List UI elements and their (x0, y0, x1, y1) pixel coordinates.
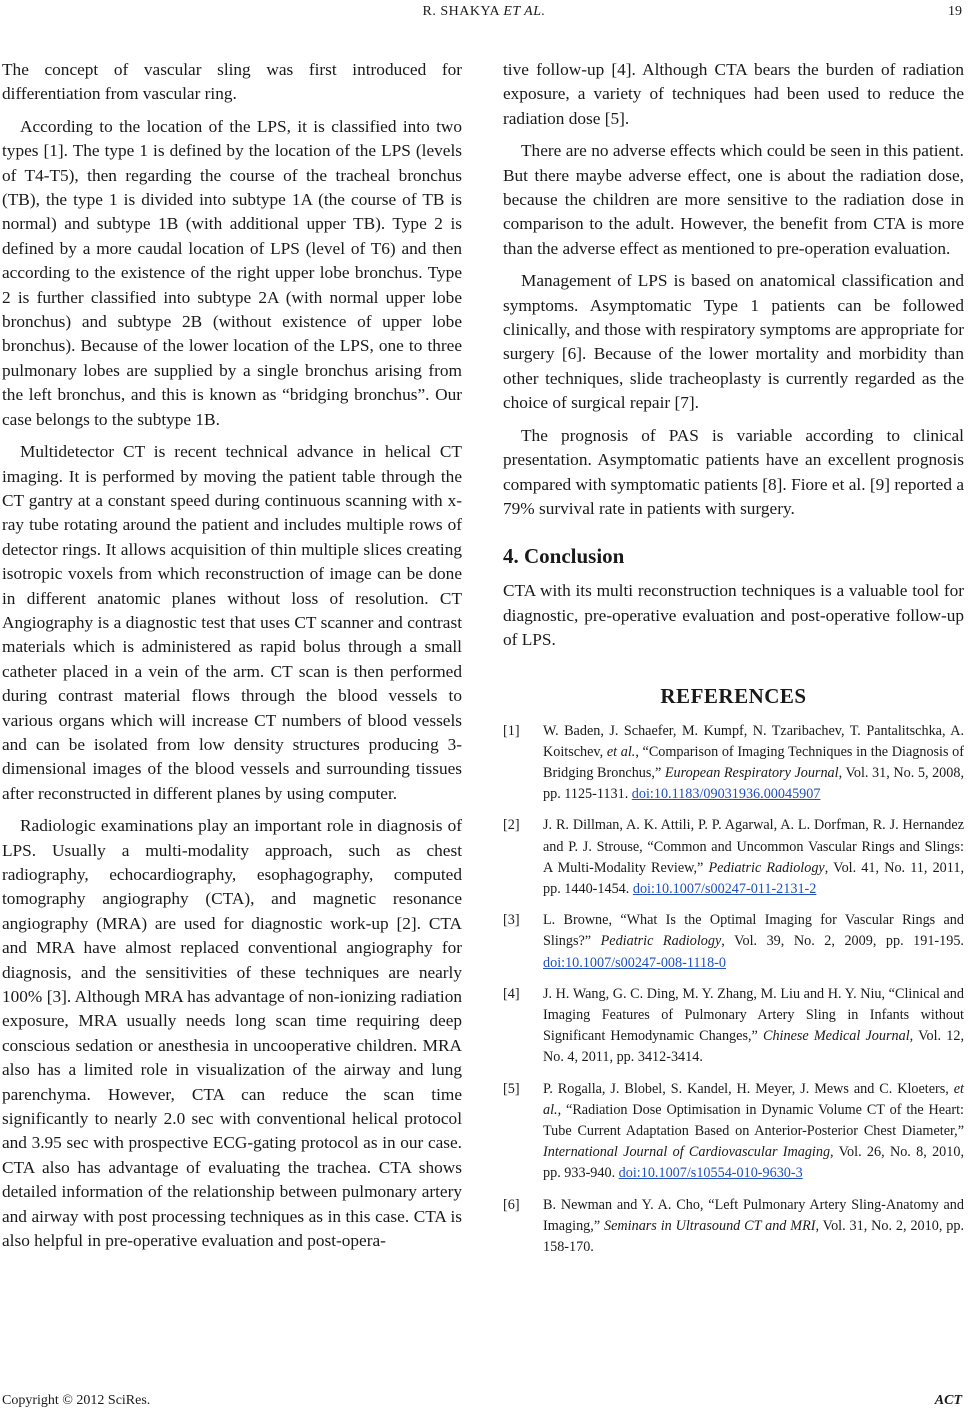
reference-details: , Vol. 31, No. 2, 2010, pp. 158-170. (543, 1217, 964, 1255)
left-column (2, 58, 462, 1254)
reference-et-al: et al. (606, 743, 636, 760)
reference-journal: European Respiratory Journal (664, 764, 839, 781)
copyright-notice: Copyright © 2012 SciRes. (2, 1393, 151, 1408)
paragraph: According to the location of the LPS, it is classified into two types [1]. The type 1 is defined by the location of the LPS (levels of T4-T5), then regarding the course of the tracheal bronchus (TB), the type 1 is divided into subtype 1A (the course of TB is normal) and subtype 1B (with additional upper TB). Type 2 is defined by a more caudal location of LPS (level of T6) and then according to the existence of the right upper lobe bronchus. Type 2 is further classified into subtype 2A (with normal upper lobe bronchus) and subtype 2B (without existence of upper lobe bronchus). Because of the lower location of the LPS, one to three pulmonary lobes are supplied by a single bronchus arising from the left bronchus, and this is known as “bridging bronchus”. Our case belongs to the subtype 1B. (2, 116, 462, 429)
reference-details: , Vol. 39, No. 2, 2009, pp. 191-195. (721, 933, 964, 950)
reference-authors: J. H. Wang, G. C. Ding, M. Y. Zhang, M. Liu and H. Y. Niu, “Clinical and Imaging Features of Pulmonary Artery Sling in Infants without Significant Hemodynamic Changes,” (543, 985, 964, 1045)
reference-doi-link[interactable]: doi:10.1007/s00247-011-2131-2 (632, 880, 817, 897)
reference-journal: Pediatric Radiology (708, 859, 825, 876)
reference-item (503, 984, 964, 1069)
reference-text (543, 721, 964, 806)
reference-authors: P. Rogalla, J. Blobel, S. Kandel, H. Meyer, J. Mews and C. Kloeters, (543, 1080, 954, 1097)
conclusion-heading: 4. Conclusion (503, 544, 625, 569)
paragraph: The prognosis of PAS is variable according to clinical presentation. Asymptomatic patients have an excellent prognosis compared with symptomatic patients [8]. Fiore et al. [9] reported a 79% survival rate in patients with surgery. (503, 425, 964, 518)
reference-item (503, 1195, 964, 1259)
reference-text (543, 815, 964, 900)
reference-number: [5] (503, 1080, 520, 1097)
reference-number: [4] (503, 985, 520, 1002)
reference-title: , “Comparison of Imaging Techniques in the Diagnosis of Bridging Bronchus,” (543, 743, 964, 781)
paragraph: There are no adverse effects which could be seen in this patient. But there maybe adverse effect, one is about the radiation dose, because the children are more sensitive to the radiation dose in comparison to the adult. However, the benefit from CTA is more than the adverse effect as mentioned to pre-operation evaluation. (503, 141, 964, 258)
reference-item (503, 815, 964, 900)
reference-number: [2] (503, 817, 520, 834)
journal-abbrev: ACT (934, 1393, 962, 1408)
reference-item (503, 721, 964, 806)
reference-details: , Vol. 31, No. 5, 2008, pp. 1125-1131. (543, 764, 964, 803)
reference-number: [6] (503, 1196, 520, 1213)
reference-number: [1] (503, 722, 520, 739)
reference-details: , Vol. 12, No. 4, 2011, pp. 3412-3414. (543, 1028, 964, 1066)
reference-journal: Pediatric Radiology (600, 933, 722, 950)
right-column (503, 58, 964, 1268)
reference-title: , “Radiation Dose Optimisation in Dynamic Volume CT of the Heart: Tube Current Adaptation Based on Anterior-Posterior Chest Diameter,” (543, 1101, 964, 1139)
reference-journal: Seminars in Ultrasound CT and MRI (604, 1217, 816, 1234)
reference-details: , Vol. 26, No. 8, 2010, pp. 933-940. (543, 1144, 964, 1182)
reference-authors: B. Newman and Y. A. Cho, “Left Pulmonary Artery Sling-Anatomy and Imaging,” (543, 1196, 964, 1234)
reference-doi-link[interactable]: doi:10.1183/09031936.00045907 (631, 786, 821, 803)
paragraph: The concept of vascular sling was first introduced for differentiation from vascular ring. (2, 60, 462, 104)
reference-item (503, 910, 964, 974)
reference-journal: International Journal of Cardiovascular Imaging (543, 1144, 831, 1161)
running-title: R. SHAKYA ET AL. (422, 4, 546, 19)
reference-item (503, 1079, 964, 1185)
paragraph: Radiologic examinations play an important role in diagnosis of LPS. Usually a multi-modality approach, such as chest radiography, echocardiography, esophagography, computed tomography angiography (CTA), and magnetic resonance angiography (MRA) are used for diagnostic work-up [2]. CTA and MRA have almost replaced conventional angiography for diagnosis, and the sensitivities of these techniques are nearly 100% [3]. Although MRA has advantage of non-ionizing radiation exposure, MRA usually needs long scan time requiring deep conscious sedation or anesthesia in uncooperative children. MRA also has a limited role in visualization of the airway and lung parenchyma. However, CTA can reduce the scan time significantly to nearly 2.0 sec with conventional helical protocol and 3.95 sec with prospective ECG-gating protocol as in our case. CTA also has advantage of evaluating the trachea. CTA shows detailed information of the relationship between pulmonary artery and airway with post processing techniques as in this case. CTA is also helpful in pre-operative evaluation and post-opera- (2, 816, 462, 1251)
page-number: 19 (948, 4, 962, 19)
paragraph: tive follow-up [4]. Although CTA bears the burden of radiation exposure, a variety of techniques had been used to reduce the radiation dose [5]. (503, 60, 964, 128)
running-header (0, 4, 968, 24)
reference-authors: L. Browne, “What Is the Optimal Imaging for Vascular Rings and Slings?” (543, 912, 964, 950)
reference-et-al: et al. (543, 1080, 964, 1118)
reference-authors: J. R. Dillman, A. K. Attili, P. P. Agarwal, A. L. Dorfman, R. J. Hernandez and P. J. Strouse, “Common and Uncommon Vascular Rings and Slings: A Multi-Modality Review,” (543, 817, 964, 876)
reference-details: , Vol. 41, No. 11, 2011, pp. 1440-1454. (543, 859, 964, 897)
conclusion-text: CTA with its multi reconstruction techniques is a valuable tool for diagnostic, pre-operative evaluation and post-operative follow-up of LPS. (503, 581, 964, 650)
reference-text (543, 910, 964, 974)
paragraph: Multidetector CT is recent technical advance in helical CT imaging. It is performed by moving the patient table through the CT gantry at a constant speed during continuous scanning with x-ray tube rotating around the patient and includes multiple rows of detector rings. It allows acquisition of thin multiple slices creating isotropic voxels from which reconstruction of image can be done in different anatomic planes without loss of resolution. CT Angiography is a diagnostic test that uses CT scanner and contrast materials which is administered as rapid bolus through a small catheter placed in a vein of the arm. CT scan is then performed during contrast material flows through the blood vessels to various organs which will increase CT numbers of blood vessels and can be isolated from low density structures producing 3-dimensional images of the blood vessels and surrounding tissues after reconstructed in different planes by using computer. (2, 442, 462, 803)
references-heading: REFERENCES (660, 683, 807, 708)
reference-authors: W. Baden, J. Schaefer, M. Kumpf, N. Tzaribachev, T. Pantalitschka, A. Koitschev, (543, 722, 964, 760)
reference-doi-link[interactable]: doi:10.1007/s00247-008-1118-0 (543, 954, 726, 971)
reference-list (503, 721, 964, 1259)
reference-doi-link[interactable]: doi:10.1007/s10554-010-9630-3 (618, 1165, 803, 1182)
reference-text (543, 984, 964, 1069)
paragraph: Management of LPS is based on anatomical classification and symptoms. Asymptomatic Type 1 patients can be followed clinically, and those with respiratory symptoms are appropriate for surgery [6]. Because of the lower mortality and morbidity than other techniques, slide tracheoplasty is currently regarded as the choice of surgical repair [7]. (503, 271, 964, 413)
reference-journal: Chinese Medical Journal (762, 1028, 910, 1045)
reference-text (543, 1079, 964, 1185)
reference-text (543, 1195, 964, 1259)
reference-number: [3] (503, 912, 520, 929)
